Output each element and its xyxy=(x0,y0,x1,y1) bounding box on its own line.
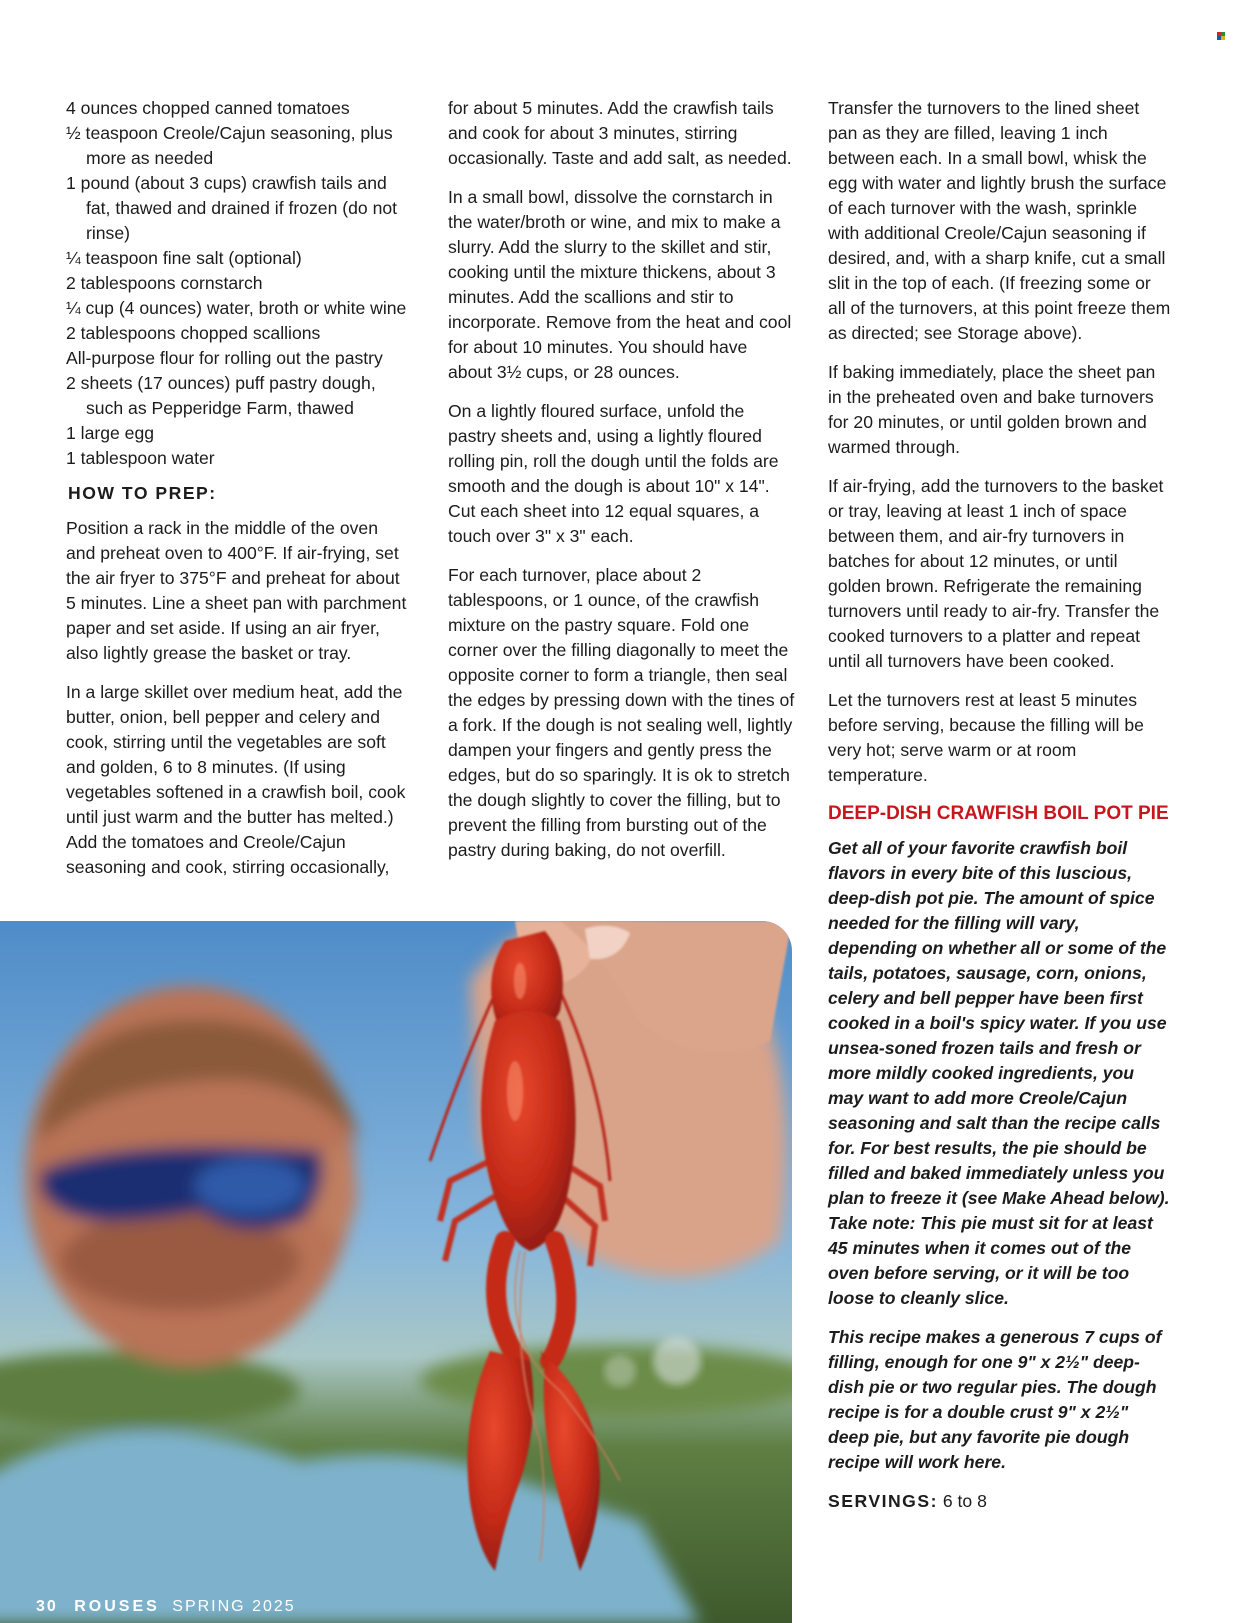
column-3 xyxy=(828,96,1173,1528)
how-to-prep-heading: HOW TO PREP: xyxy=(68,483,217,503)
ingredient-item: ¼ cup (4 ounces) water, broth or white wine xyxy=(66,298,407,318)
brand-name: ROUSES xyxy=(74,1598,160,1615)
ingredient-item: 2 sheets (17 ounces) puff pastry dough, such as Pepperidge Farm, thawed xyxy=(66,373,376,418)
prep-step: Transfer the turnovers to the lined sheet pan as they are filled, leaving 1 inch between each. In a small bowl, whisk the egg with water and lightly brush the surface of each turnover with the wash, sprinkle with additional Creole/Cajun seasoning if desired, and, with a sharp knife, cut a small slit in the top of each. (If freezing some or all of the turnovers, at this point freeze them as directed; see Storage above). xyxy=(828,98,1171,343)
prep-step: Let the turnovers rest at least 5 minutes before serving, because the filling will be very hot; serve warm or at room temperature. xyxy=(828,690,1144,785)
ingredient-item: ¼ teaspoon fine salt (optional) xyxy=(66,248,302,268)
prep-step: In a large skillet over medium heat, add the butter, onion, bell pepper and celery and cook, stirring until the vegetables are soft and golden, 6 to 8 minutes. (If using vegetables softened in a crawfish boil, cook until just warm and the butter has melted.) Add the tomatoes and Creole/Cajun seasoning and cook, stirring occasionally, xyxy=(66,682,406,877)
servings-line xyxy=(828,1489,1173,1514)
column-2 xyxy=(448,96,795,877)
prep-step: If air-frying, add the turnovers to the basket or tray, leaving at least 1 inch of space between them, and air-fry turnovers in batches for about 12 minutes, or until golden brown. Refrigerate the remaining turnovers until ready to air-fry. Transfer the cooked turnovers to a platter and repeat until all turnovers have been cooked. xyxy=(828,476,1164,671)
prep-step: For each turnover, place about 2 tablespoons, or 1 ounce, of the crawfish mixture on the pastry square. Fold one corner over the filling diagonally to meet the opposite corner to form a triangle, then seal the edges by pressing down with the tines of a fork. If the dough is not sealing well, lightly dampen your fingers and gently press the edges, but do so sparingly. It is ok to stretch the dough slightly to cover the filling, but to prevent the filling from bursting out of the pastry during baking, do not overfill. xyxy=(448,565,795,860)
ingredient-item: ½ teaspoon Creole/Cajun seasoning, plus more as needed xyxy=(66,123,393,168)
ingredient-item: 4 ounces chopped canned tomatoes xyxy=(66,98,350,118)
page-footer xyxy=(36,1598,296,1616)
servings-value: 6 to 8 xyxy=(942,1491,987,1511)
prep-step: Position a rack in the middle of the oven and preheat oven to 400°F. If air-frying, set the air fryer to 375°F and preheat for about 5 minutes. Line a sheet pan with parchment paper and set aside. If using an air fryer, also lightly grease the basket or tray. xyxy=(66,518,407,663)
column-1 xyxy=(66,96,411,894)
page-number: 30 xyxy=(36,1598,58,1615)
prep-step: for about 5 minutes. Add the crawfish tails and cook for about 3 minutes, stirring occasionally. Taste and add salt, as needed. xyxy=(448,98,792,168)
print-registration-marks xyxy=(1217,32,1225,40)
issue-label: SPRING 2025 xyxy=(172,1598,296,1615)
servings-label: SERVINGS: xyxy=(828,1491,938,1511)
ingredient-item: 1 large egg xyxy=(66,423,155,443)
ingredient-list xyxy=(66,96,411,471)
ingredient-item: 2 tablespoons cornstarch xyxy=(66,273,263,293)
ingredient-item: 2 tablespoons chopped scallions xyxy=(66,323,321,343)
ingredient-item: 1 tablespoon water xyxy=(66,448,215,468)
ingredient-item: All-purpose flour for rolling out the pastry xyxy=(66,348,383,368)
prep-step: On a lightly floured surface, unfold the pastry sheets and, using a lightly floured rolling pin, roll the dough until the folds are smooth and the dough is about 10" x 14". Cut each sheet into 12 equal squares, a touch over 3" x 3" each. xyxy=(448,401,779,546)
prep-step: If baking immediately, place the sheet pan in the preheated oven and bake turnovers for 20 minutes, or until golden brown and warmed through. xyxy=(828,362,1156,457)
prep-step: In a small bowl, dissolve the cornstarch in the water/broth or wine, and mix to make a slurry. Add the slurry to the skillet and stir, cooking until the mixture thickens, about 3 minutes. Add the scallions and stir to incorporate. Remove from the heat and cool for about 10 minutes. You should have about 3½ cups, or 28 ounces. xyxy=(448,187,792,382)
recipe-intro: Get all of your favorite crawfish boil flavors in every bite of this luscious, deep-dish pot pie. The amount of spice needed for the filling will vary, depending on whether all or some of the tails, potatoes, sausage, corn, onions, celery and bell pepper have been first cooked in a boil's spicy water. If you use unsea-soned frozen tails and fresh or more mildly cooked ingredients, you may want to add more Creole/Cajun seasoning and salt than the recipe calls for. For best results, the pie should be filled and baked immediately unless you plan to freeze it (see Make Ahead below). Take note: This pie must sit for at least 45 minutes when it comes out of the oven before serving, or it will be too loose to cleanly slice. xyxy=(828,838,1170,1308)
ingredient-item: 1 pound (about 3 cups) crawfish tails and fat, thawed and drained if frozen (do not rinse) xyxy=(66,173,398,243)
recipe-intro: This recipe makes a generous 7 cups of filling, enough for one 9" x 2½" deep-dish pie or two regular pies. The dough recipe is for a double crust 9" x 2½" deep pie, but any favorite pie dough recipe will work here. xyxy=(828,1327,1162,1472)
recipe-title: DEEP-DISH CRAWFISH BOIL POT PIE xyxy=(828,803,1169,824)
crawfish-photo xyxy=(0,921,792,1623)
